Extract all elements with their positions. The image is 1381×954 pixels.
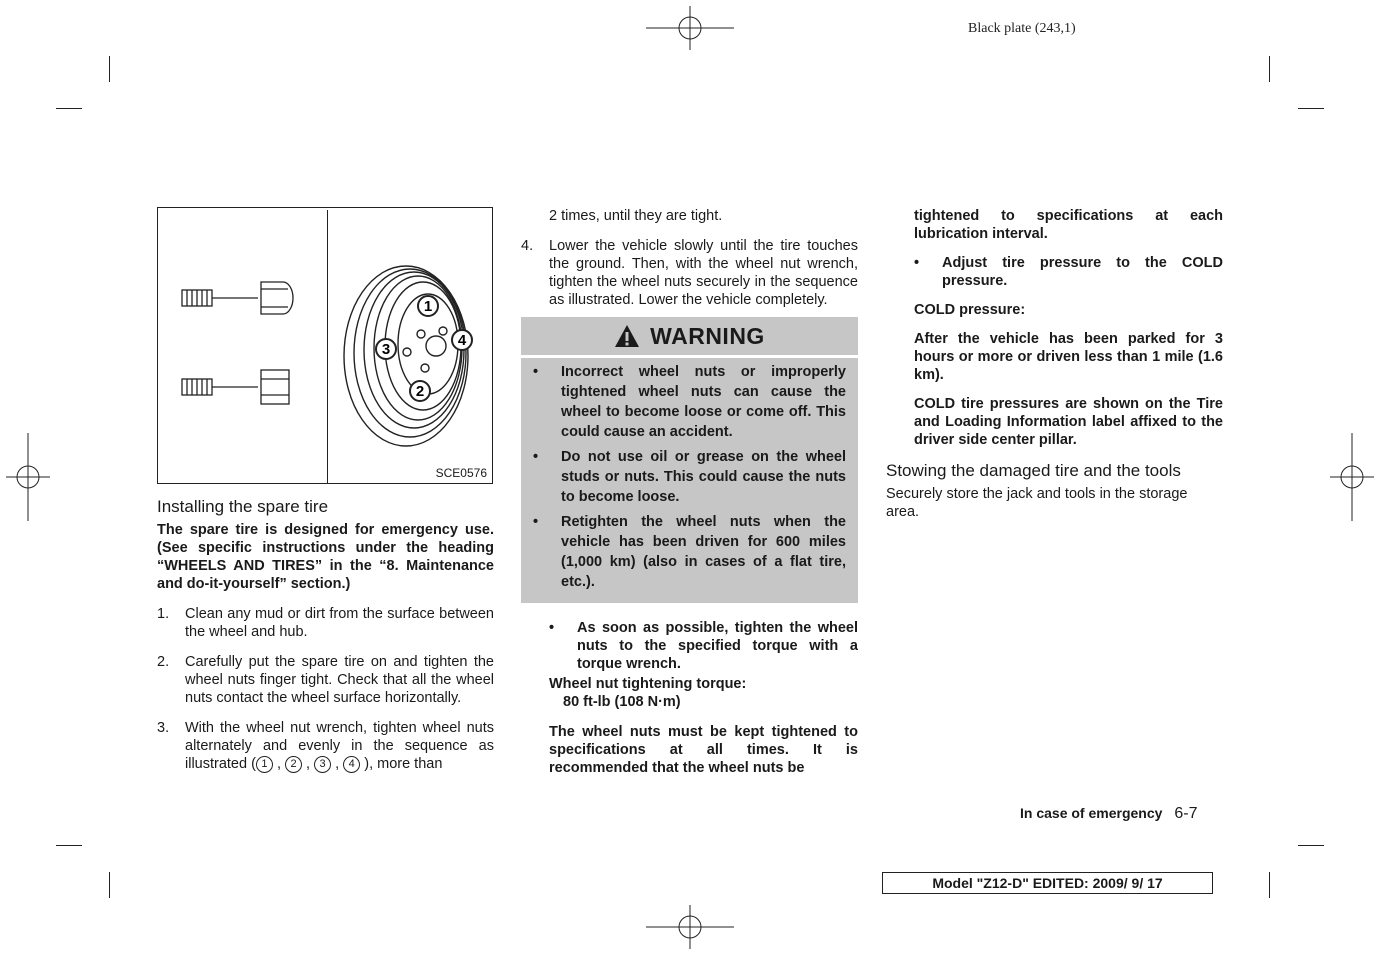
page-footer [1020, 805, 1198, 823]
warning-box [521, 317, 858, 603]
stow-text: Securely store the jack and tools in the storage area. [886, 486, 1188, 520]
steps-list [157, 605, 494, 773]
wheel-illustration [158, 208, 492, 483]
warning-item: • Incorrect wheel nuts or improperly tightened wheel nuts can cause the wheel to become loose or come off. This could cause an accident. [533, 364, 846, 440]
registration-mark-bottom [646, 905, 734, 949]
wheel-nut-figure [157, 207, 493, 484]
page-number: 6-7 [1174, 805, 1198, 822]
step-2: 2. Carefully put the spare tire on and tighten the wheel nuts finger tight. Check that all the wheel nuts contact the wheel surface horizontally. [157, 654, 494, 706]
stow-title: Stowing the damaged tire and the tools [886, 461, 1181, 480]
plate-label: Black plate (243,1) [968, 21, 1076, 36]
cold-pressure-location: COLD tire pressures are shown on the Tire and Loading Information label affixed to the driver side center pillar. [914, 396, 1223, 448]
cold-pressure-definition: After the vehicle has been parked for 3 hours or more or driven less than 1 mile (1.6 km). [914, 331, 1223, 383]
left-column [157, 496, 494, 773]
torque-label: Wheel nut tightening torque: [549, 676, 747, 692]
continued-note: tightened to specifications at each lubrication interval. [914, 208, 1223, 242]
callout-4: 4 [457, 332, 467, 349]
seq-4: 4 [343, 756, 360, 773]
section-title: Installing the spare tire [157, 497, 329, 516]
warning-triangle-icon [614, 324, 640, 348]
right-column [886, 207, 1223, 521]
model-edited-box: Model "Z12-D" EDITED: 2009/ 9/ 17 [882, 872, 1213, 894]
step-4: 4. Lower the vehicle slowly until the tire touches the ground. Then, with the wheel nut wrench, tighten the wheel nuts securely in the sequence as illustrated. Lower the vehicle completely. [521, 238, 858, 308]
wheel-stud-icon [182, 282, 293, 314]
step-3: 3. With the wheel nut wrench, tighten wheel nuts alternately and evenly in the sequence as illustrated ( 1 , 2 , 3 , 4 ), more than [157, 720, 494, 772]
callout-3: 3 [381, 341, 391, 358]
seq-1: 1 [256, 756, 273, 773]
seq-3: 3 [314, 756, 331, 773]
warning-item: • Retighten the wheel nuts when the vehicle has been driven for 600 miles (1,000 km) (also in cases of a flat tire, etc.). [533, 514, 846, 590]
pressure-bullet: • Adjust tire pressure to the COLD pressure. [914, 255, 1223, 289]
tire-icon [344, 266, 468, 446]
step-1: 1. Clean any mud or dirt from the surface between the wheel and hub. [157, 606, 494, 640]
wheel-nut-icon [182, 370, 289, 404]
keep-tight-note: The wheel nuts must be kept tightened to specifications at all times. It is recommended that the wheel nuts be [549, 724, 858, 776]
registration-mark-right [1330, 433, 1374, 521]
figure-code: SCE0576 [435, 466, 487, 480]
middle-column [521, 207, 858, 777]
footer-section: In case of emergency [1020, 805, 1163, 821]
intro-note: The spare tire is designed for emergency use. (See specific instructions under the heading “WHEELS AND TIRES” in the “8. Maintenance and do-it-yourself” section.) [157, 522, 494, 592]
step-3-continued: 2 times, until they are tight. [549, 208, 723, 224]
warning-header [521, 317, 858, 358]
callout-2: 2 [415, 383, 425, 400]
warning-item: • Do not use oil or grease on the wheel studs or nuts. This could cause the nuts to become loose. [533, 449, 846, 505]
registration-mark-left [6, 433, 50, 521]
cold-pressure-label: COLD pressure: [914, 302, 1026, 318]
seq-2: 2 [285, 756, 302, 773]
torque-value: 80 ft-lb (108 N·m) [563, 694, 681, 710]
warning-title: WARNING [650, 323, 765, 349]
warning-list [521, 358, 858, 592]
callout-1: 1 [423, 298, 433, 315]
registration-mark-top [646, 6, 734, 50]
torque-bullet: • As soon as possible, tighten the wheel nuts to the specified torque with a torque wrench. [549, 620, 858, 672]
